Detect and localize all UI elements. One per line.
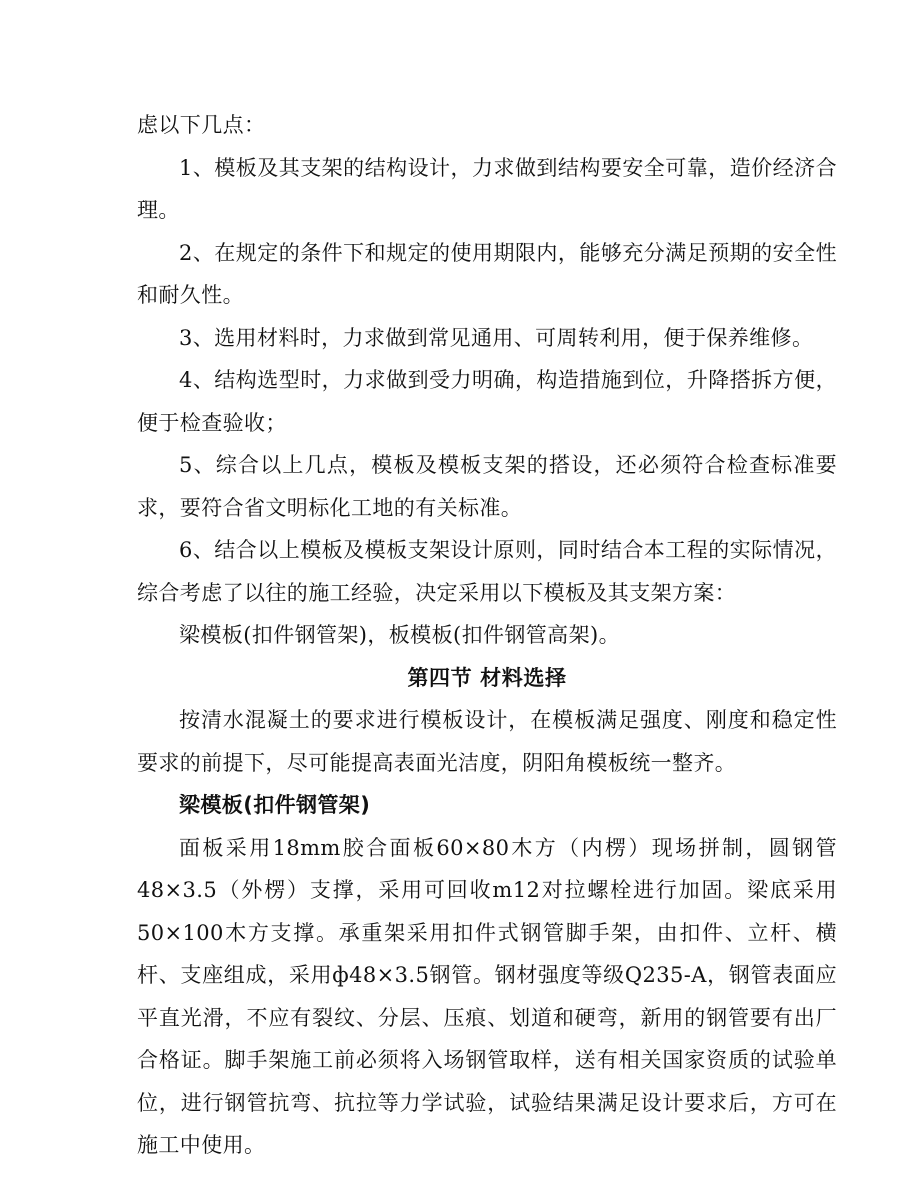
- document-body: [137, 104, 837, 1167]
- paragraph-point-1: 1、模板及其支架的结构设计，力求做到结构要安全可靠，造价经济合理。: [137, 155, 837, 222]
- section-intro: 按清水混凝土的要求进行模板设计，在模板满足强度、刚度和稳定性要求的前提下，尽可能提高表面光洁度，阴阳角模板统一整齐。: [137, 708, 837, 775]
- paragraph-continuation: 虑以下几点：: [137, 113, 266, 137]
- paragraph-scheme: 梁模板(扣件钢管架)，板模板(扣件钢管高架)。: [179, 623, 620, 647]
- beam-formwork-body: 面板采用18mm胶合面板60×80木方（内楞）现场拼制，圆钢管48×3.5（外楞）支撑，采用可回收m12对拉螺栓进行加固。梁底采用50×100木方支撑。承重架采用扣件式钢管脚手架，由扣件、立杆、横杆、支座组成，采用ф48×3.5钢管。钢材强度等级Q235-A，钢管表面应平直光滑，不应有裂纹、分层、压痕、划道和硬弯，新用的钢管要有出厂合格证。脚手架施工前必须将入场钢管取样，送有相关国家资质的试验单位，进行钢管抗弯、抗拉等力学试验，试验结果满足设计要求后，方可在施工中使用。: [137, 835, 837, 1157]
- section-title: 第四节 材料选择: [407, 665, 567, 690]
- paragraph-point-4: 4、结构选型时，力求做到受力明确，构造措施到位，升降搭拆方便，便于检查验收；: [137, 368, 837, 435]
- paragraph-point-2: 2、在规定的条件下和规定的使用期限内，能够充分满足预期的安全性和耐久性。: [137, 240, 837, 307]
- paragraph-point-5: 5、综合以上几点，模板及模板支架的搭设，还必须符合检查标准要求，要符合省文明标化工地的有关标准。: [137, 453, 837, 520]
- paragraph-point-6: 6、结合以上模板及模板支架设计原则，同时结合本工程的实际情况，综合考虑了以往的施工经验，决定采用以下模板及其支架方案：: [137, 538, 837, 605]
- paragraph-point-3: 3、选用材料时，力求做到常见通用、可周转利用，便于保养维修。: [179, 325, 814, 350]
- beam-formwork-heading: 梁模板(扣件钢管架): [179, 793, 371, 817]
